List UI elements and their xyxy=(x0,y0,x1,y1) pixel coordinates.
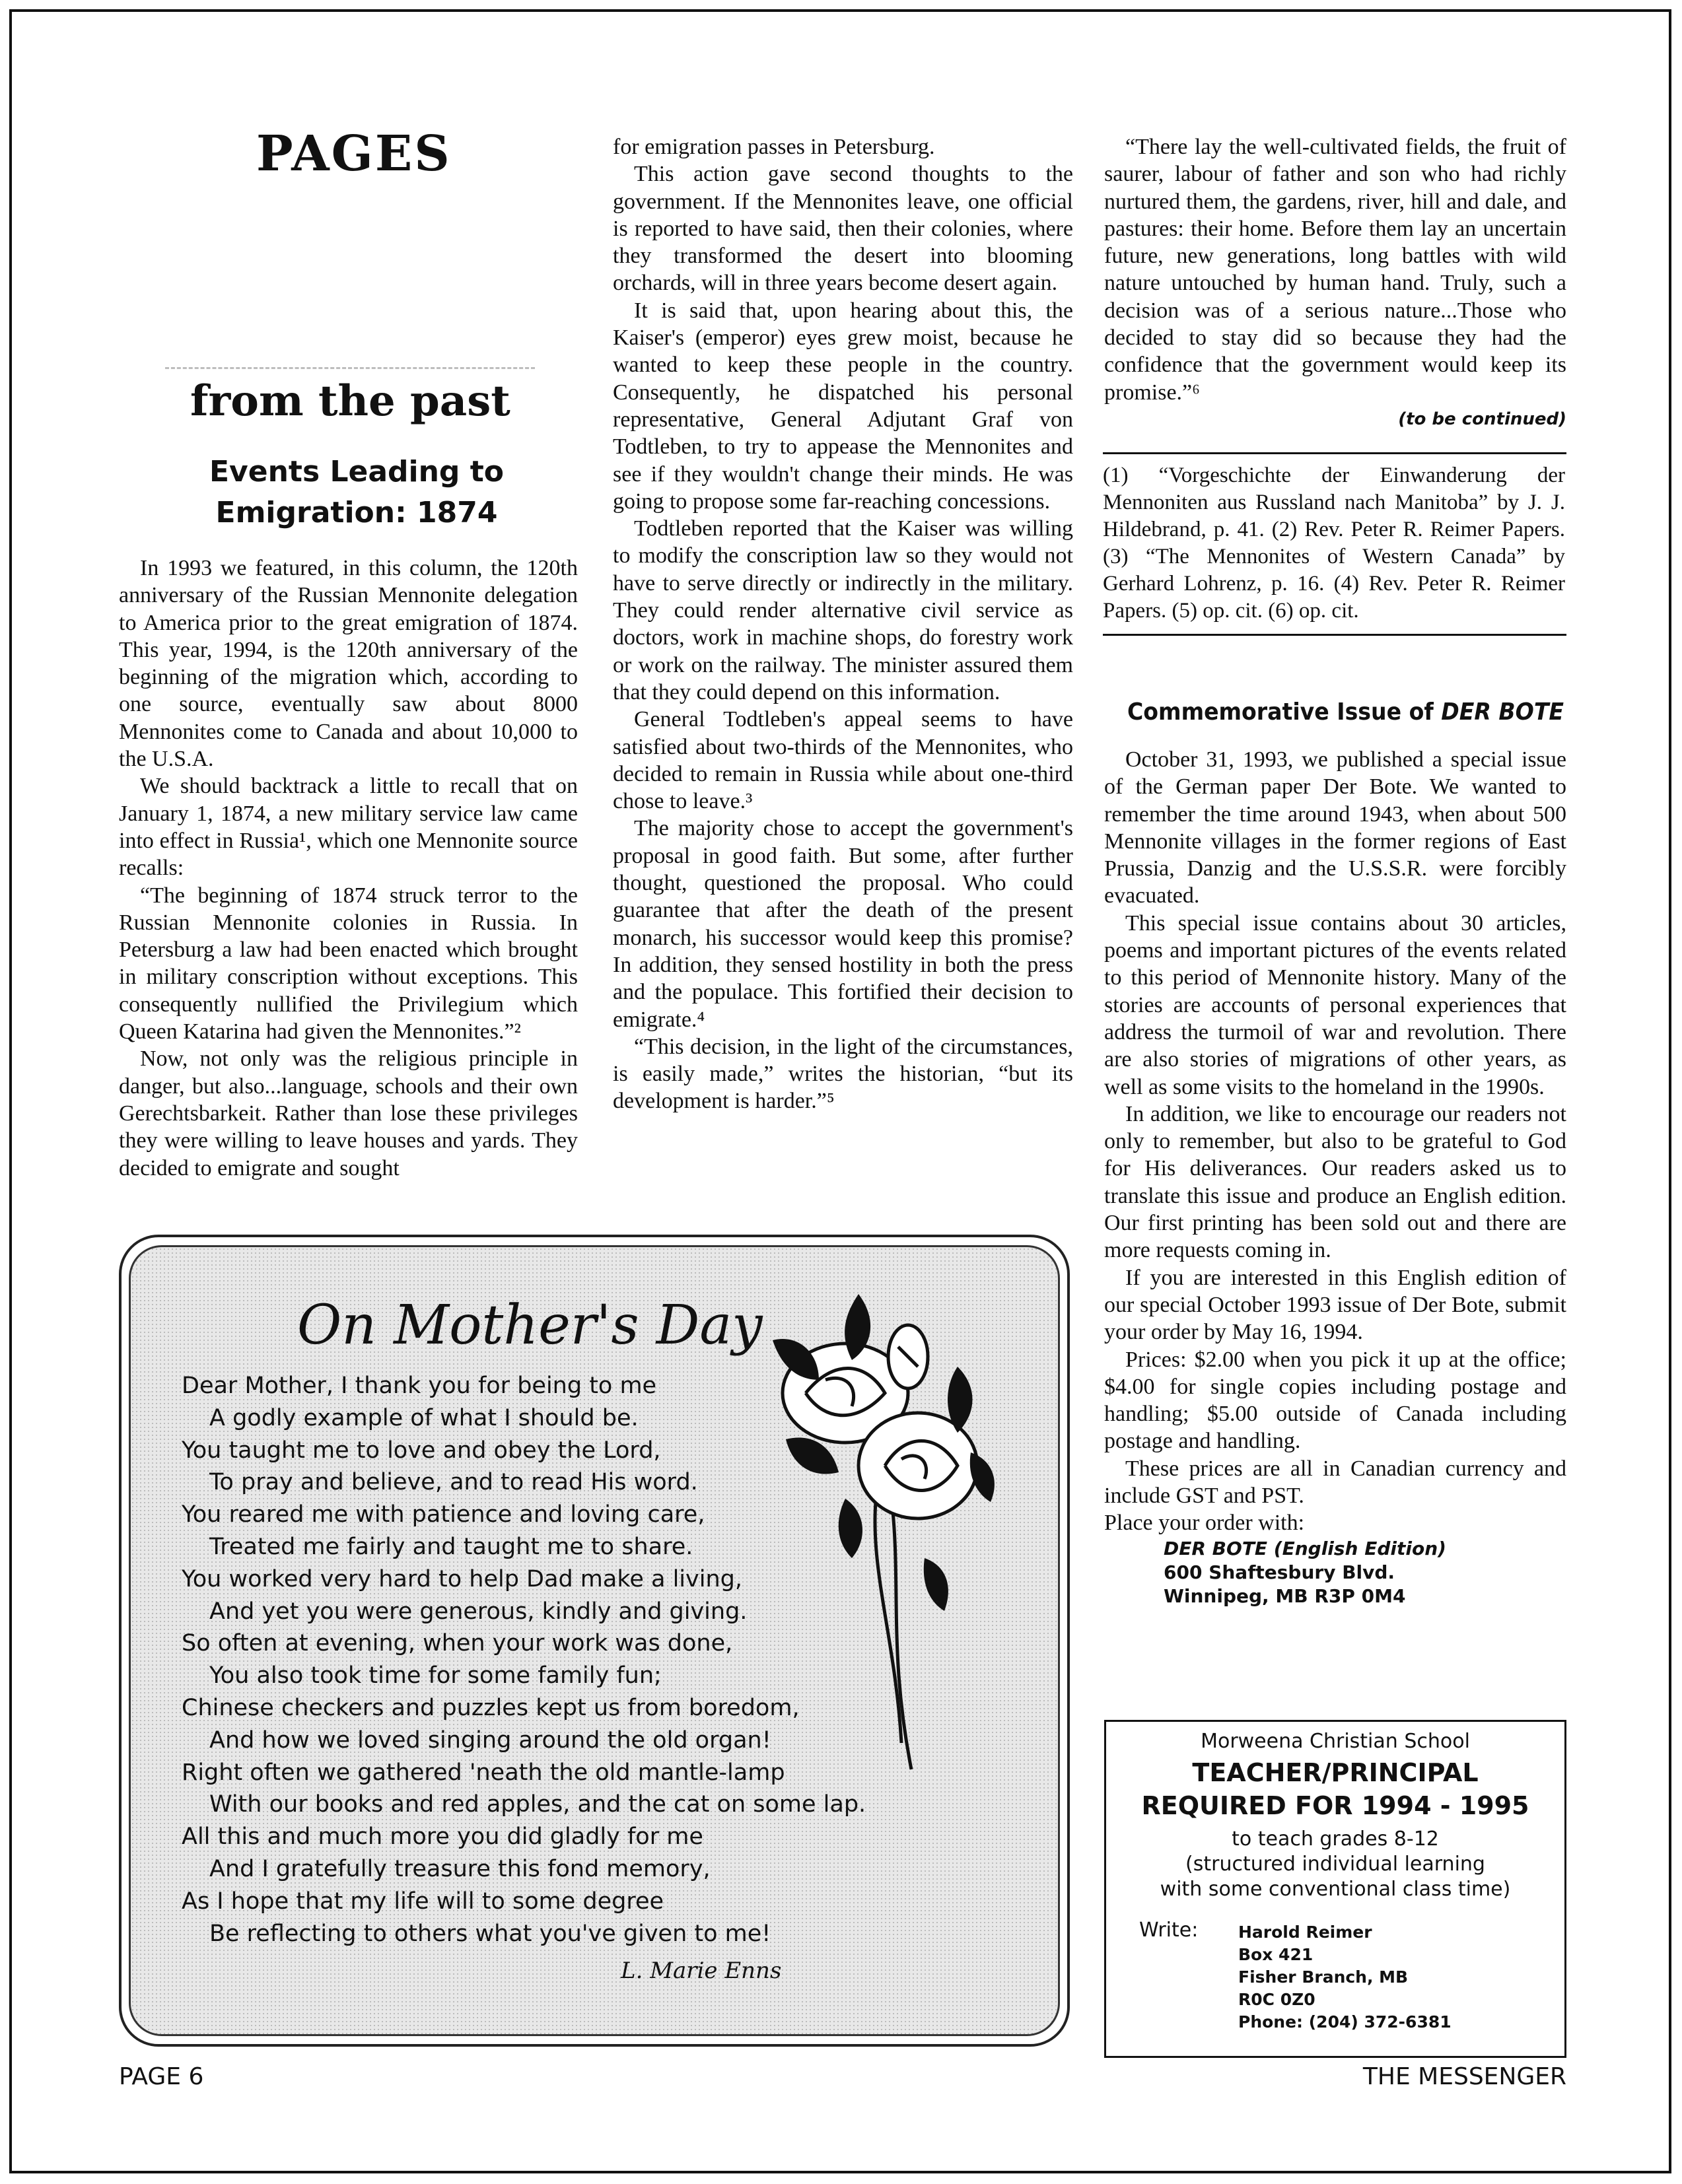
poem-line: Be reflecting to others what you've given to me! xyxy=(209,1920,771,1947)
publication-name: THE MESSENGER xyxy=(1362,2063,1566,2090)
article-paragraph: for emigration passes in Petersburg. xyxy=(613,135,935,159)
commemorative-heading: Commemorative Issue of DER BOTE xyxy=(1127,699,1564,726)
poem-author: L. Marie Enns xyxy=(621,1958,782,1984)
ad-required: REQUIRED FOR 1994 - 1995 xyxy=(1141,1791,1529,1820)
page-number: PAGE 6 xyxy=(119,2063,204,2090)
commemorative-column xyxy=(1104,746,1566,1608)
to-be-continued: (to be continued) xyxy=(1398,409,1566,429)
poem-line: Treated me fairly and taught me to share. xyxy=(209,1533,693,1560)
ad-position: TEACHER/PRINCIPAL xyxy=(1192,1758,1479,1787)
article-column-1 xyxy=(119,555,578,1182)
poem-line: Right often we gathered 'neath the old mantle-lamp xyxy=(182,1759,785,1786)
poem-line: With our books and red apples, and the cat on some lap. xyxy=(209,1791,866,1818)
masthead-divider xyxy=(165,367,535,369)
article-paragraph: The majority chose to accept the government's proposal in good faith. But some, after further thought, questioned the proposal. Who could guarantee that after the death of the present monarch, his successor would keep this promise? In addition, they sensed hostility in both the press and the populace. This fortified their decision to emigrate.⁴ xyxy=(613,816,1073,1032)
poem-line: So often at evening, when your work was done, xyxy=(182,1630,733,1657)
article-paragraph: It is said that, upon hearing about this, the Kaiser's (emperor) eyes grew moist, because he wanted to keep these people in the country. Consequently, he dispatched his personal representative, General Adjutant Graf von Todtleben, to try to appease the Mennonites and see if they wouldn't change their minds. He was going to propose some far-reaching concessions. xyxy=(613,298,1073,514)
poem-line: You also took time for some family fun; xyxy=(209,1662,662,1689)
commemorative-paragraph: Prices: $2.00 when you pick it up at the office; $4.00 for single copies including postage and handling; $5.00 outside of Canada including postage and handling. xyxy=(1104,1347,1566,1454)
poem-line: You worked very hard to help Dad make a living, xyxy=(182,1565,742,1592)
article-column-3 xyxy=(1104,133,1566,433)
poem-line: And yet you were generous, kindly and giving. xyxy=(209,1598,748,1625)
poem-body xyxy=(182,1370,866,1950)
masthead-pages: PAGES xyxy=(256,125,452,182)
commemorative-paragraph: If you are interested in this English edition of our special October 1993 issue of Der Bote, submit your order by May 16, 1994. xyxy=(1104,1265,1566,1345)
commemorative-paragraph: This special issue contains about 30 articles, poems and important pictures of the events related to this period of Mennonite history. Many of the stories are accounts of personal experiences that address the turmoil of war and revolution. There are also stories of migrations of other years, as well as some visits to the homeland in the 1990s. xyxy=(1104,910,1566,1099)
poem-line: And how we loved singing around the old organ! xyxy=(209,1726,771,1754)
article-paragraph: Now, not only was the religious principle in danger, but also...language, schools and their own Gerechtsbarkeit. Rather than lose these privileges they were willing to leave houses and yards. They decided to emigrate and sought xyxy=(119,1046,578,1180)
article-paragraph: This action gave second thoughts to the government. If the Mennonites leave, one official is reported to have said, then their colonies, where they transformed the desert into blooming orchards, will in three years become desert again. xyxy=(613,162,1073,296)
masthead-from-the-past: from the past xyxy=(190,376,510,426)
footnotes: (1) “Vorgeschichte der Einwanderung der Mennoniten aus Russland nach Manitoba” by J. J. Hildebrand, p. 41. (2) Rev. Peter R. Reimer Papers. (3) “The Mennonites of Western Canada” by Gerhard Lohrenz, p. 16. (4) Rev. Peter R. Reimer Papers. (5) op. cit. (6) op. cit. xyxy=(1103,463,1565,623)
ad-contact: Harold Reimer Box 421 Fisher Branch, MB R0C 0Z0 Phone: (204) 372-6381 xyxy=(1238,1923,1452,2031)
article-paragraph: “This decision, in the light of the circumstances, is easily made,” writes the historian, “but its development is harder.”⁵ xyxy=(613,1034,1073,1114)
commemorative-paragraph: In addition, we like to encourage our readers not only to remember, but also to be grateful to God for His deliverances. Our readers asked us to translate this issue and produce an English edition. Our first printing has been sold out and there are more requests coming in. xyxy=(1104,1101,1566,1263)
poem-line: Dear Mother, I thank you for being to me xyxy=(182,1373,657,1399)
poem-line: All this and much more you did gladly for me xyxy=(182,1824,703,1851)
commemorative-paragraph: These prices are all in Canadian currency and include GST and PST. xyxy=(1104,1456,1566,1509)
article-headline: Events Leading to Emigration: 1874 xyxy=(209,455,504,529)
poem-line: As I hope that my life will to some degree xyxy=(182,1888,664,1915)
article-paragraph: Todtleben reported that the Kaiser was willing to modify the conscription law so they would not have to serve directly or indirectly in the military. They could render alternative civil service as doctors, work in machine shops, do forestry work or work on the railway. The minister assured them that they could depend on this information. xyxy=(613,516,1073,704)
article-quote: “The beginning of 1874 struck terror to the Russian Mennonite colonies in Russia. In Petersburg a law had been enacted which brought in military conscription without exceptions. This consequently nullified the Privilegium which Queen Katarina had given the Mennonites.”² xyxy=(119,883,578,1044)
section-rule xyxy=(1103,634,1566,636)
article-quote: “There lay the well-cultivated fields, the fruit of saurer, labour of father and son who had richly nurtured them, the gardens, river, hill and dale, and pastures: their home. Before them lay an uncertain future, new generations, long battles with wild nature untouched by human hand. Truly, such a decision was of a serious nature...Those who decided to stay did so because they had the confidence that the government would keep its promise.”⁶ xyxy=(1104,135,1566,405)
job-advertisement xyxy=(1104,1720,1566,2058)
poem-line: You taught me to love and obey the Lord, xyxy=(182,1437,661,1464)
poem-line: A godly example of what I should be. xyxy=(209,1404,639,1431)
commemorative-paragraph: October 31, 1993, we published a special issue of the German paper Der Bote. We wanted to remember the time around 1943, when about 500 Mennonite villages in the former regions of East Prussia, Danzig and the U.S.S.R. were forcibly evacuated. xyxy=(1104,747,1566,908)
ad-school-name: Morweena Christian School xyxy=(1201,1730,1470,1753)
poem-line: Chinese checkers and puzzles kept us from boredom, xyxy=(182,1694,800,1721)
place-order-text: Place your order with: xyxy=(1104,1511,1305,1536)
article-paragraph: We should backtrack a little to recall that on January 1, 1874, a new military service law came into effect in Russia¹, which one Mennonite source recalls: xyxy=(119,774,578,881)
ad-details: to teach grades 8-12 (structured individual learning with some conventional class time) xyxy=(1160,1827,1511,1901)
article-column-2 xyxy=(613,133,1073,1115)
footnote-rule xyxy=(1103,452,1566,454)
ad-write-label: Write: xyxy=(1139,1919,1199,1942)
article-paragraph: In 1993 we featured, in this column, the 120th anniversary of the Russian Mennonite delegation to America prior to the great emigration of 1874. This year, 1994, is the 120th anniversary of the beginning of the migration which, according to one source, eventually saw about 8000 Mennonites come to Canada and about 10,000 to the U.S.A. xyxy=(119,556,578,772)
poem-title: On Mother's Day xyxy=(297,1294,763,1357)
article-paragraph: General Todtleben's appeal seems to have satisfied about two-thirds of the Mennonites, who decided to remain in Russia while about one-third chose to leave.³ xyxy=(613,707,1073,814)
poem-line: And I gratefully treasure this fond memory, xyxy=(209,1855,711,1882)
order-address: DER BOTE (English Edition) 600 Shaftesbury Blvd. Winnipeg, MB R3P 0M4 xyxy=(1164,1537,1446,1607)
poem-line: You reared me with patience and loving care, xyxy=(182,1501,705,1528)
poem-line: To pray and believe, and to read His word. xyxy=(209,1469,698,1496)
